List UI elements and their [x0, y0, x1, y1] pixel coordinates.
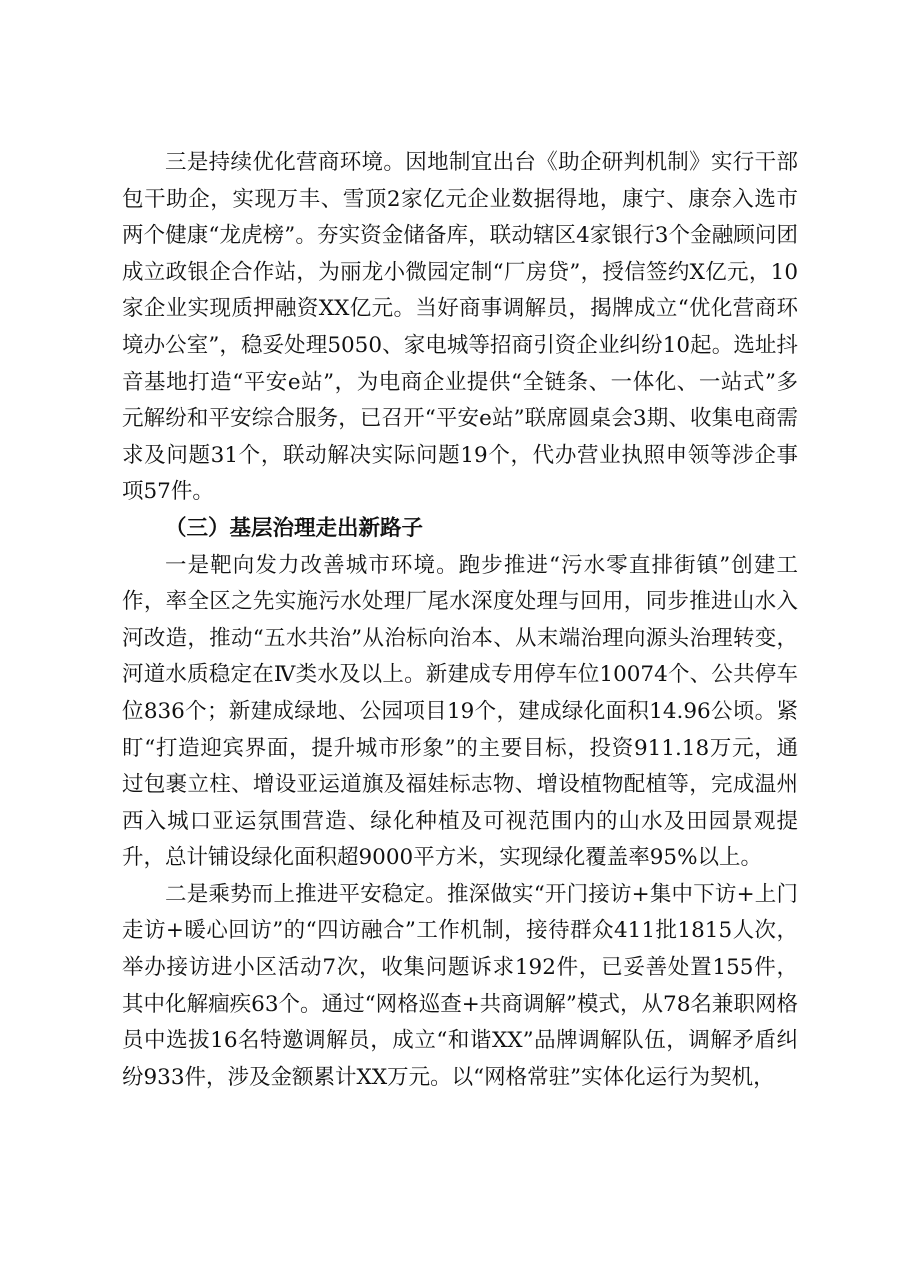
paragraph-business-environment: 三是持续优化营商环境。因地制宜出台《助企研判机制》实行干部包干助企，实现万丰、雪顶2家亿元企业数据得地，康宁、康奈入选市两个健康“龙虎榜”。夯实资金储备库，联动辖区4家银行3个金融顾问团成立政银企合作站，为丽龙小微园定制“厂房贷”，授信签约X亿元，10家企业实现质押融资XX亿元。当好商事调解员，揭牌成立“优化营商环境办公室”，稳妥处理5050、家电城等招商引资企业纠纷10起。选址抖音基地打造“平安e站”，为电商企业提供“全链条、一体化、一站式”多元解纷和平安综合服务，已召开“平安e站”联席圆桌会3期、收集电商需求及问题31个，联动解决实际问题19个，代办营业执照申领等涉企事项57件。	[122, 150, 798, 505]
paragraph-safety-stability: 二是乘势而上推进平安稳定。推深做实“开门接访+集中下访+上门走访+暖心回访”的“四访融合”工作机制，接待群众411批1815人次，举办接访进小区活动7次，收集问题诉求192件，已妥善处置155件，其中化解痼疾63个。通过“网格巡查+共商调解”模式，从78名兼职网格员中选拔16名特邀调解员，成立“和谐XX”品牌调解队伍，调解矛盾纠纷933件，涉及金额累计XX万元。以“网格常驻”实体化运行为契机，	[122, 881, 798, 1090]
document-body	[122, 145, 798, 1096]
paragraph-urban-environment: 一是靶向发力改善城市环境。跑步推进“污水零直排街镇”创建工作，率全区之先实施污水处理厂尾水深度处理与回用，同步推进山水入河改造，推动“五水共治”从治标向治本、从末端治理向源头治理转变，河道水质稳定在Ⅳ类水及以上。新建成专用停车位10074个、公共停车位836个；新建成绿地、公园项目19个，建成绿化面积14.96公顷。紧盯“打造迎宾界面，提升城市形象”的主要目标，投资911.18万元，通过包裹立柱、增设亚运道旗及福娃标志物、增设植物配植等，完成温州西入城口亚运氛围营造、绿化种植及可视范围内的山水及田园景观提升，总计铺设绿化面积超9000平方米，实现绿化覆盖率95%以上。	[122, 552, 798, 871]
section-heading-grassroots-governance: （三）基层治理走出新路子	[165, 515, 424, 541]
